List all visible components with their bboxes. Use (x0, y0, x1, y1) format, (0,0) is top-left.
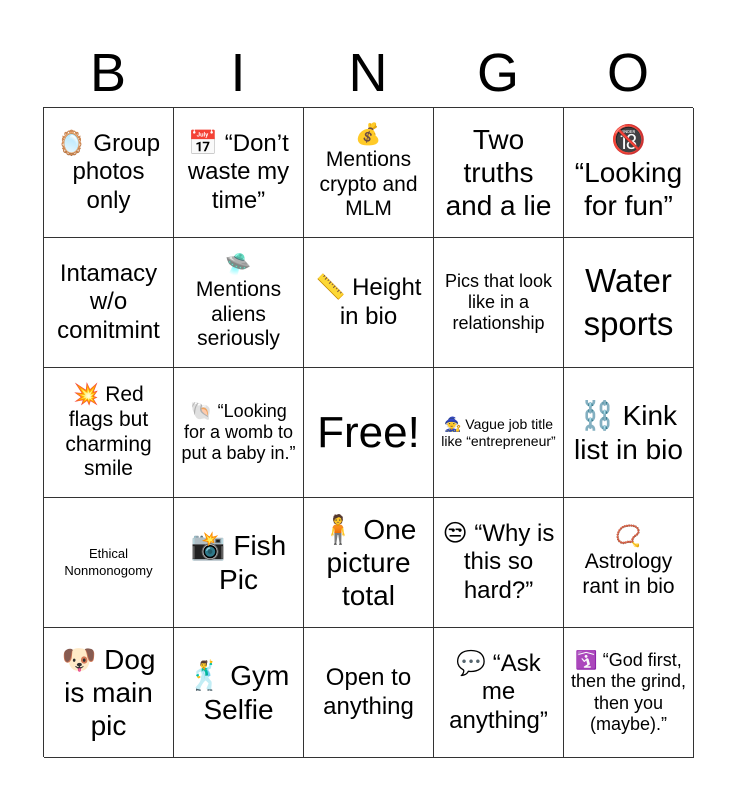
cell-text: 📏 Height in bio (315, 274, 422, 330)
cell-text: 💬 “Ask me anything” (449, 650, 548, 734)
bingo-cell-womb[interactable] (174, 368, 304, 498)
cell-text: Free! (317, 407, 420, 457)
cell-text: 📸 Fish Pic (190, 530, 287, 595)
bingo-cell-two-truths[interactable] (434, 108, 564, 238)
bingo-cell-ask-me-anything[interactable] (434, 628, 564, 758)
bingo-cell-water-sports[interactable] (564, 238, 694, 368)
cell-text: 🔞 “Looking for fun” (574, 123, 683, 222)
bingo-cell-aliens[interactable] (174, 238, 304, 368)
cell-text: 💰 Mentions crypto and MLM (319, 122, 418, 221)
cell-text: 🧍 One picture total (320, 513, 417, 612)
cell-text: 🛸 Mentions aliens seriously (195, 252, 282, 351)
bingo-cell-looking-for-fun[interactable] (564, 108, 694, 238)
bingo-cell-red-flags[interactable] (44, 368, 174, 498)
cell-text: 📿 Astrology rant in bio (582, 525, 675, 598)
cell-text: 💥 Red flags but charming smile (65, 382, 152, 481)
bingo-cell-god-first[interactable] (564, 628, 694, 758)
cell-text: ⛓️ Kink list in bio (574, 400, 683, 465)
bingo-cell-height-in-bio[interactable] (304, 238, 434, 368)
header-letter-n: N (348, 43, 388, 103)
bingo-cell-astrology[interactable] (564, 498, 694, 628)
bingo-cell-intamacy[interactable] (44, 238, 174, 368)
cell-text: Ethical Nonmonogomy (64, 545, 153, 578)
bingo-board (43, 107, 693, 757)
header-letter-b: B (89, 43, 127, 103)
cell-text: Open to anything (323, 664, 414, 720)
bingo-cell-gym-selfie[interactable] (174, 628, 304, 758)
cell-text: 🕺 Gym Selfie (187, 660, 290, 725)
bingo-cell-dog-main-pic[interactable] (44, 628, 174, 758)
cell-text: Water sports (583, 261, 674, 342)
cell-text: Intamacy w/o comitmint (57, 260, 160, 344)
bingo-cell-why-so-hard[interactable] (434, 498, 564, 628)
bingo-cell-dont-waste-time[interactable] (174, 108, 304, 238)
cell-text: 🐚 “Looking for a womb to put a baby in.” (181, 400, 296, 464)
cell-text: 🧙 Vague job title like “entrepreneur” (441, 415, 556, 449)
header-letter-i: I (230, 43, 246, 103)
bingo-cell-vague-job[interactable] (434, 368, 564, 498)
cell-text: 📅 “Don’t waste my time” (187, 130, 290, 214)
header-letter-o: O (606, 43, 649, 103)
bingo-cell-ethical-nonmonogomy[interactable] (44, 498, 174, 628)
bingo-cell-kink-list[interactable] (564, 368, 694, 498)
cell-text: 🐶 Dog is main pic (61, 643, 156, 742)
bingo-cell-free[interactable] (304, 368, 434, 498)
cell-text: 😒 “Why is this so hard?” (442, 520, 555, 604)
bingo-cell-one-picture[interactable] (304, 498, 434, 628)
cell-text: 🛐 “God first, then the grind, then you (maybe).” (570, 650, 687, 734)
bingo-cell-relationship-pics[interactable] (434, 238, 564, 368)
bingo-cell-fish-pic[interactable] (174, 498, 304, 628)
bingo-cell-group-photos[interactable] (44, 108, 174, 238)
header-letter-g: G (476, 43, 519, 103)
bingo-cell-crypto-mlm[interactable] (304, 108, 434, 238)
cell-text: 🪞 Group photos only (56, 130, 161, 214)
bingo-cell-open-to-anything[interactable] (304, 628, 434, 758)
cell-text: Pics that look like in a relationship (444, 270, 553, 334)
bingo-header (43, 38, 693, 108)
cell-text: Two truths and a lie (445, 123, 552, 222)
